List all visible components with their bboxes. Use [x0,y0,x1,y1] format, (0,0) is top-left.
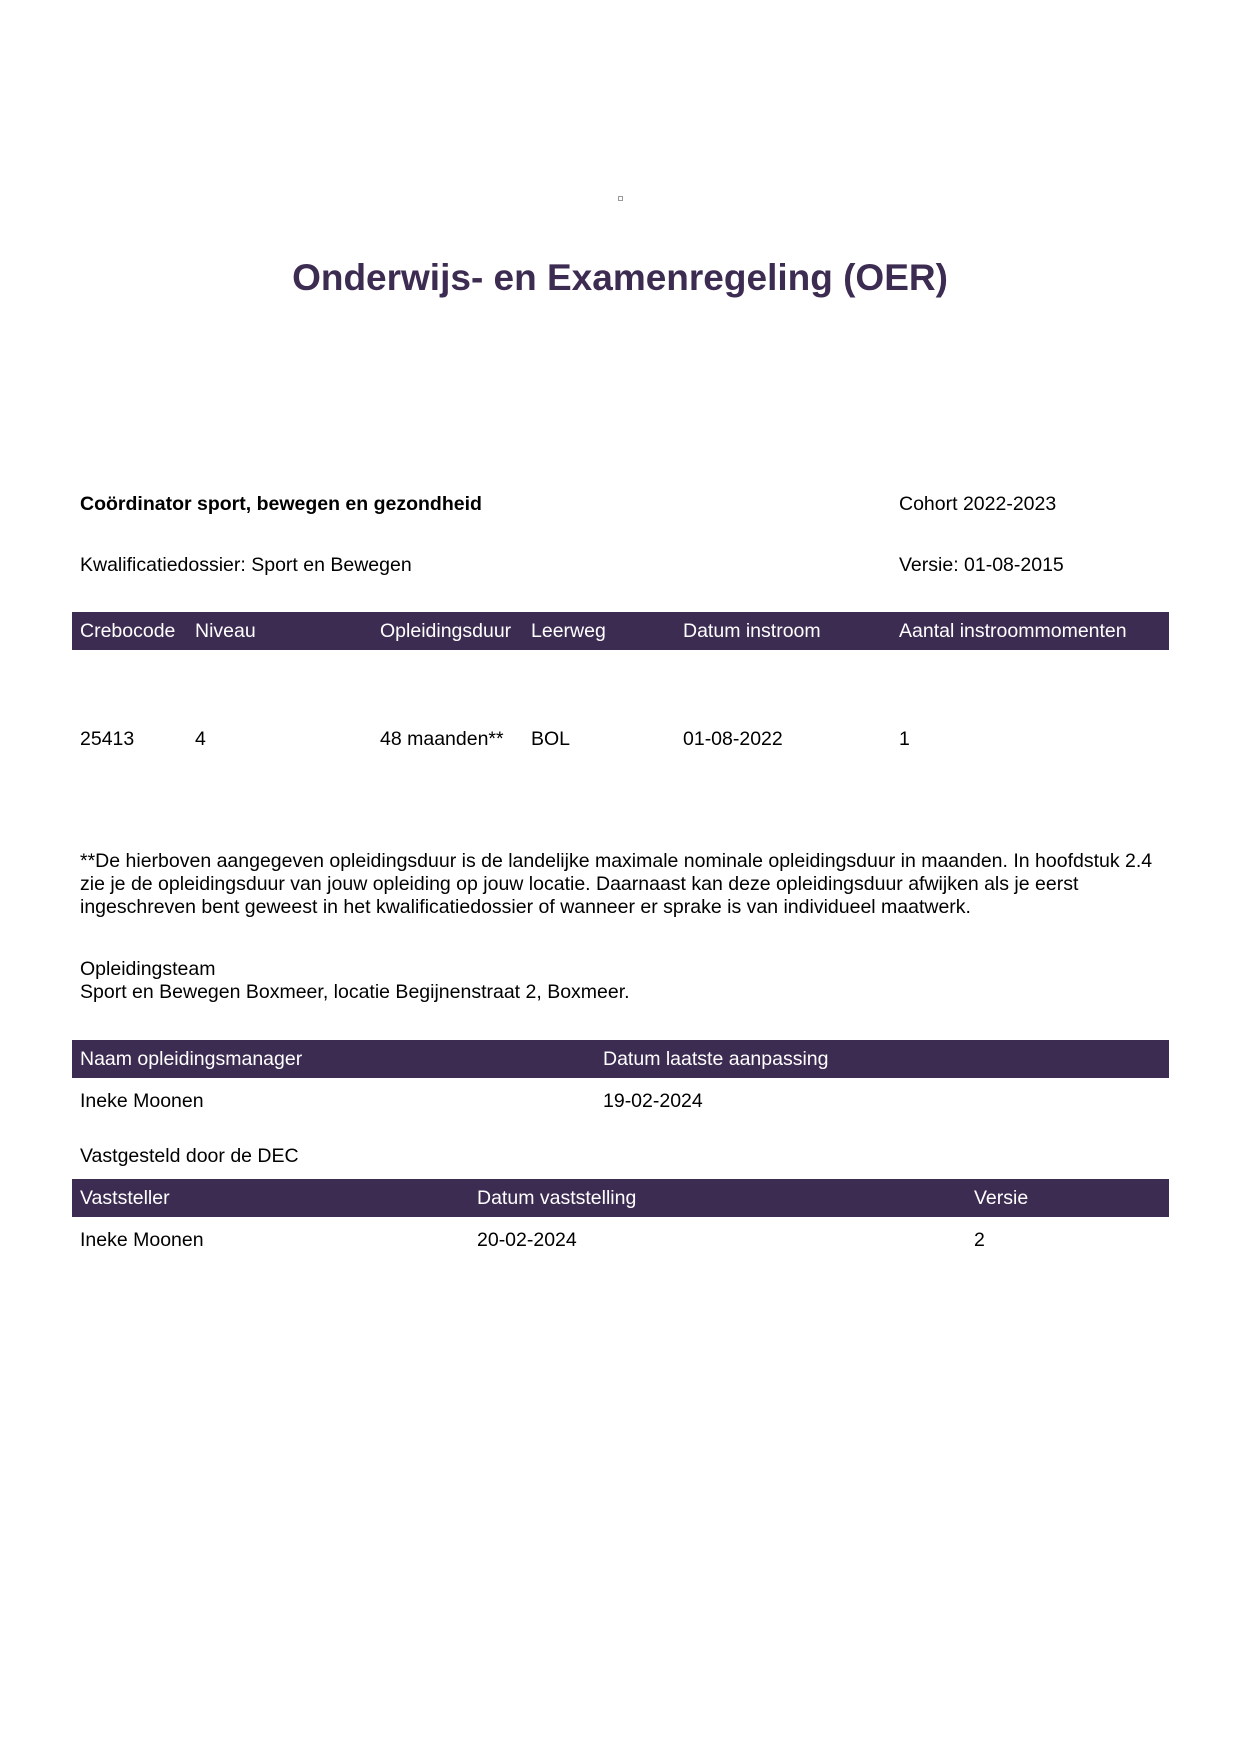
cell-leerweg: BOL [531,728,571,750]
approval-table-header [72,1179,1169,1217]
header-aantal-instroommomenten: Aantal instroommomenten [899,620,1127,642]
page-marker-icon [618,196,623,201]
cell-versie: 2 [974,1229,985,1251]
established-by: Vastgesteld door de DEC [80,1145,299,1167]
cell-vaststeller: Ineke Moonen [80,1229,204,1251]
header-versie: Versie [974,1187,1029,1209]
team-location: Sport en Bewegen Boxmeer, locatie Begijnenstraat 2, Boxmeer. [80,981,630,1003]
header-leerweg: Leerweg [531,620,606,642]
cell-niveau: 4 [195,728,206,750]
cell-crebocode: 25413 [80,728,135,750]
program-table-header [72,612,1169,650]
cell-opleidingsduur: 48 maanden** [380,728,504,750]
header-crebocode: Crebocode [80,620,176,642]
cell-datum-instroom: 01-08-2022 [683,728,783,750]
cell-aantal-instroommomenten: 1 [899,728,910,750]
footnote: **De hierboven aangegeven opleidingsduur is de landelijke maximale nominale opleidingsduur in maanden. In hoofdstuk 2.4 zie je de opleidingsduur van jouw opleiding op jouw locatie. Daarnaast kan deze opleidingsduur afwijken als je eerst ingeschreven bent geweest in het kwalificatiedossier of wanneer er sprake is van individueel maatwerk. [80,850,1153,918]
cell-datum-vaststelling: 20-02-2024 [477,1229,577,1251]
team-label: Opleidingsteam [80,958,216,980]
qualification-file: Kwalificatiedossier: Sport en Bewegen [80,554,412,576]
header-opleidingsduur: Opleidingsduur [380,620,512,642]
header-niveau: Niveau [195,620,256,642]
team-info [80,958,630,1004]
version-label: Versie: 01-08-2015 [899,554,1064,576]
document-title: Onderwijs- en Examenregeling (OER) [292,257,948,298]
header-datum-laatste-aanpassing: Datum laatste aanpassing [603,1048,829,1070]
cell-last-modified: 19-02-2024 [603,1090,703,1112]
cohort-label: Cohort 2022-2023 [899,493,1057,515]
header-datum-instroom: Datum instroom [683,620,821,642]
header-naam-opleidingsmanager: Naam opleidingsmanager [80,1048,303,1070]
manager-table-header [72,1040,1169,1078]
header-datum-vaststelling: Datum vaststelling [477,1187,637,1209]
cell-manager-name: Ineke Moonen [80,1090,204,1112]
header-vaststeller: Vaststeller [80,1187,170,1209]
course-name: Coördinator sport, bewegen en gezondheid [80,493,482,515]
